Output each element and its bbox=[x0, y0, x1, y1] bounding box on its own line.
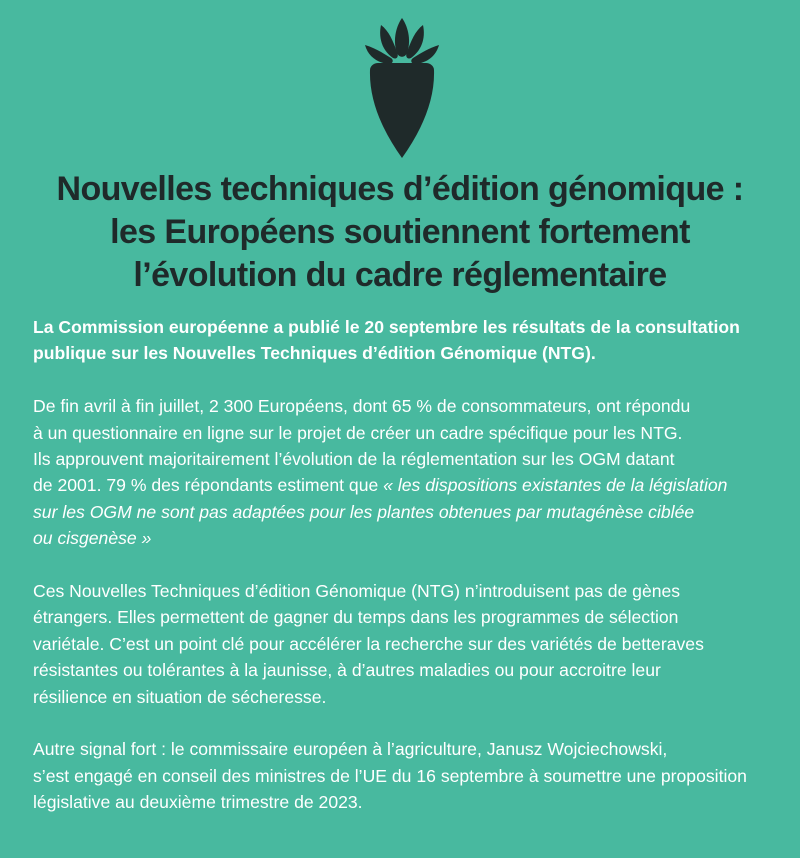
paragraph-line: résilience en situation de sécheresse. bbox=[33, 686, 327, 707]
quote-line: sur les OGM ne sont pas adaptées pour les plantes obtenues par mutagénèse ciblée bbox=[33, 501, 695, 522]
paragraph-line: résistantes ou tolérantes à la jaunisse, à d’autres maladies ou pour accroitre leur bbox=[33, 660, 661, 681]
paragraph-line: s’est engagé en conseil des ministres de l’UE du 16 septembre à soumettre une proposition bbox=[33, 765, 747, 786]
beet-root bbox=[370, 63, 434, 158]
consultation-paragraph bbox=[33, 393, 785, 551]
beet-icon bbox=[364, 18, 440, 162]
commissioner-paragraph bbox=[33, 736, 785, 815]
article-body bbox=[33, 314, 785, 816]
intro-paragraph bbox=[33, 314, 785, 367]
paragraph-line: variétale. C’est un point clé pour accélérer la recherche sur des variétés de betteraves bbox=[33, 633, 704, 654]
paragraph-line: étrangers. Elles permettent de gagner du temps dans les programmes de sélection bbox=[33, 607, 679, 628]
title-line-3: l’évolution du cadre réglementaire bbox=[133, 256, 667, 294]
paragraph-line: Ces Nouvelles Techniques d’édition Génomique (NTG) n’introduisent pas de gènes bbox=[33, 581, 681, 602]
page-title bbox=[0, 168, 800, 297]
paragraph-line: Ils approuvent majoritairement l’évolution de la réglementation sur les OGM datant bbox=[33, 449, 675, 470]
paragraph-line: Autre signal fort : le commissaire européen à l’agriculture, Janusz Wojciechowski, bbox=[33, 739, 668, 760]
quote-line: ou cisgenèse » bbox=[33, 528, 152, 549]
paragraph-line: à un questionnaire en ligne sur le projet de créer un cadre spécifique pour les NTG. bbox=[33, 422, 683, 443]
title-line-2: les Européens soutiennent fortement bbox=[110, 213, 690, 251]
paragraph-text: de 2001. 79 % des répondants estiment que bbox=[33, 475, 384, 496]
title-line-1: Nouvelles techniques d’édition génomique : bbox=[56, 170, 744, 208]
beet-leaf-center bbox=[395, 18, 409, 57]
ntg-paragraph bbox=[33, 578, 785, 710]
paragraph-line: législative au deuxième trimestre de 2023. bbox=[33, 792, 363, 813]
quote-text: « les dispositions existantes de la législation bbox=[383, 475, 728, 496]
intro-line: publique sur les Nouvelles Techniques d’édition Génomique (NTG). bbox=[33, 343, 596, 364]
intro-line: La Commission européenne a publié le 20 septembre les résultats de la consultation bbox=[33, 317, 740, 337]
paragraph-line: De fin avril à fin juillet, 2 300 Européens, dont 65 % de consommateurs, ont répondu bbox=[33, 396, 691, 417]
paragraph-line-with-quote bbox=[33, 472, 785, 498]
